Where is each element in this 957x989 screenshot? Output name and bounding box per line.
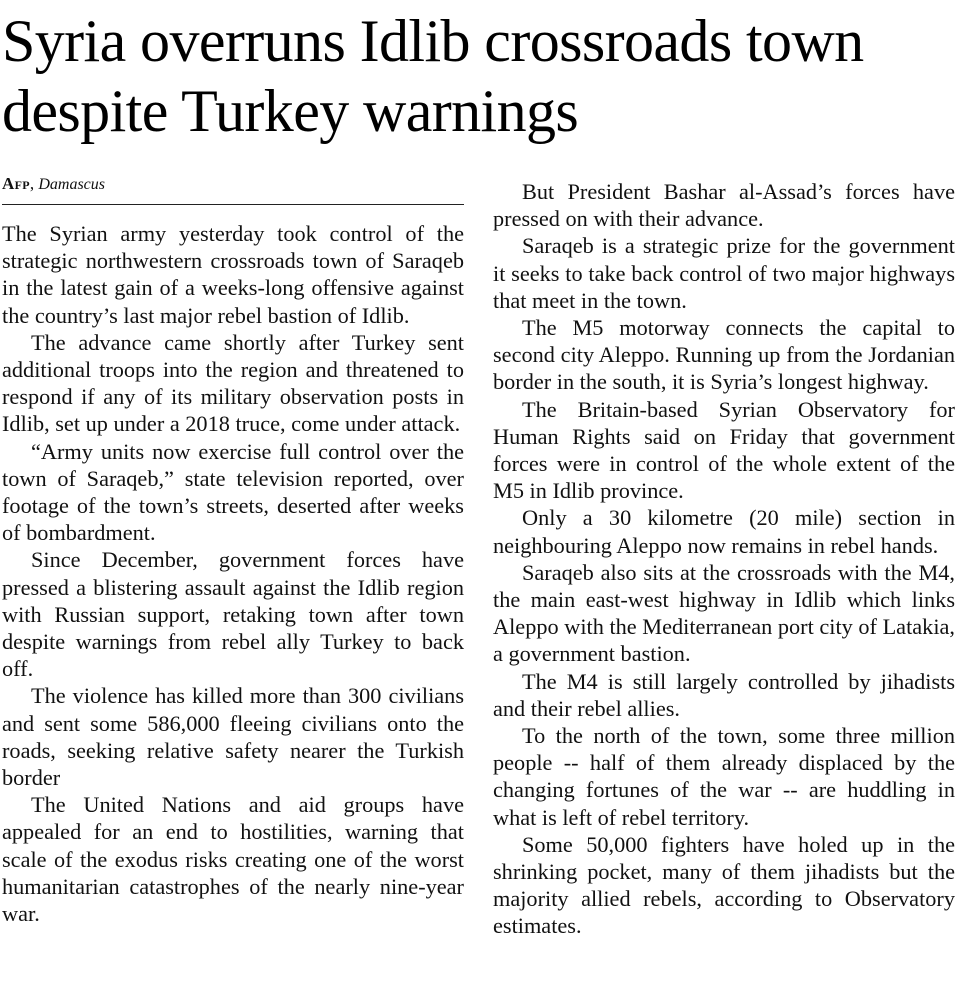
- paragraph: But President Bashar al-Assad’s forces have pressed on with their advance.: [493, 179, 955, 232]
- byline-separator: ,: [29, 174, 39, 193]
- paragraph: To the north of the town, some three million people -- half of them already displaced by the changing fortunes of the war -- are huddling in what is left of rebel territory.: [493, 723, 955, 830]
- paragraph: The M4 is still largely controlled by jihadists and their rebel allies.: [493, 668, 955, 721]
- paragraph: Since December, government forces have pressed a blistering assault against the Idlib region with Russian support, retaking town after town despite warnings from rebel ally Turkey to back off.: [2, 547, 464, 682]
- headline: Syria overruns Idlib crossroads town despite Turkey warnings: [2, 8, 864, 144]
- paragraph: Saraqeb also sits at the crossroads with the M4, the main east-west highway in Idlib which links Aleppo with the Mediterranean port city of Latakia, a government bastion.: [493, 559, 955, 667]
- paragraph: The violence has killed more than 300 civilians and sent some 586,000 fleeing civilians onto the roads, seeking relative safety nearer the Turkish border: [2, 683, 464, 791]
- right-column: [493, 178, 955, 940]
- paragraph: Some 50,000 fighters have holed up in the shrinking pocket, many of them jihadists but the majority allied rebels, according to Observatory estimates.: [493, 831, 955, 939]
- left-column: [2, 220, 464, 927]
- paragraph: The M5 motorway connects the capital to second city Aleppo. Running up from the Jordanian border in the south, it is Syria’s longest highway.: [493, 315, 955, 395]
- paragraph: Saraqeb is a strategic prize for the government it seeks to take back control of two major highways that meet in the town.: [493, 233, 955, 313]
- paragraph: “Army units now exercise full control over the town of Saraqeb,” state television reported, over footage of the town’s streets, deserted after weeks of bombardment.: [2, 438, 464, 546]
- paragraph: Only a 30 kilometre (20 mile) section in neighbouring Aleppo now remains in rebel hands.: [493, 505, 955, 558]
- paragraph: The United Nations and aid groups have appealed for an end to hostilities, warning that scale of the exodus risks creating one of the worst humanitarian catastrophes of the nearly nine-year war.: [2, 792, 464, 927]
- paragraph: The Britain-based Syrian Observatory for Human Rights said on Friday that government forces were in control of the whole extent of the M5 in Idlib province.: [493, 396, 955, 504]
- paragraph: The Syrian army yesterday took control of the strategic northwestern crossroads town of Saraqeb in the latest gain of a weeks-long offensive against the country’s last major rebel bastion of Idlib.: [2, 221, 464, 328]
- byline: [2, 173, 464, 205]
- byline-agency: Afp: [2, 174, 30, 193]
- byline-location: Damascus: [38, 176, 106, 193]
- paragraph: The advance came shortly after Turkey sent additional troops into the region and threatened to respond if any of its military observation posts in Idlib, set up under a 2018 truce, come under attack.: [2, 329, 464, 437]
